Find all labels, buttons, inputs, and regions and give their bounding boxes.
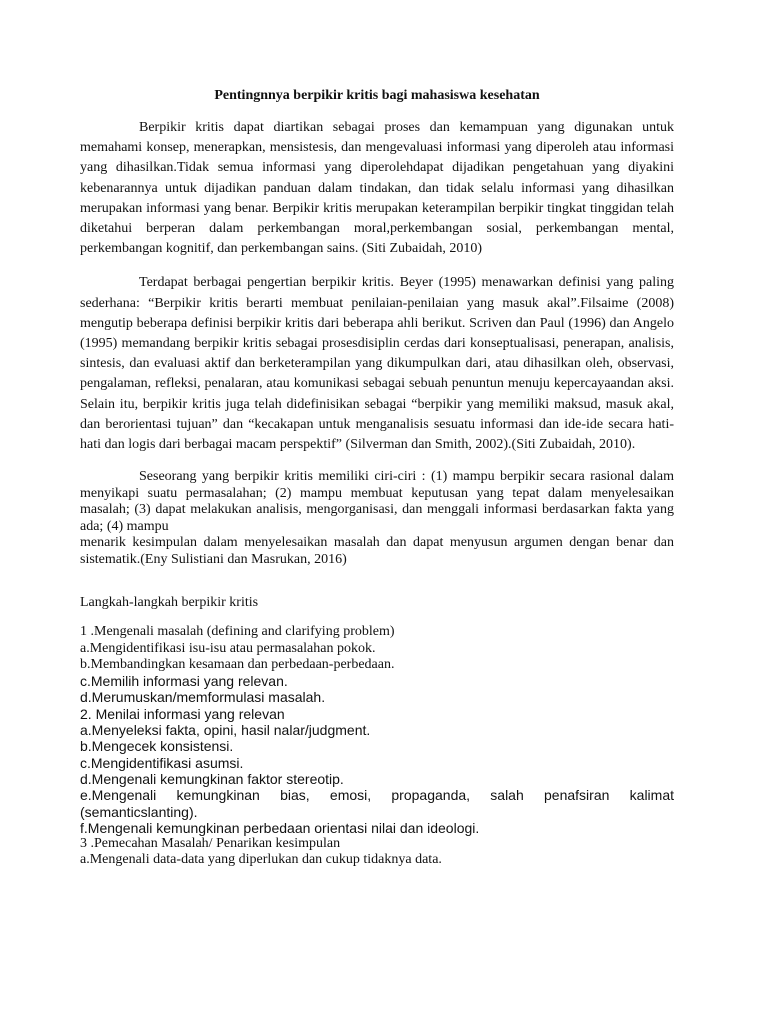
paragraph-characteristics (80, 469, 674, 568)
paragraph-characteristics-part2: menarik kesimpulan dalam menyelesaikan masalah dan dapat menyusun argumen dengan benar dan sistematik.(Eny Sulistiani dan Masrukan, 2016) (80, 535, 674, 567)
steps-list (80, 624, 674, 868)
steps-heading: Langkah-langkah berpikir kritis (80, 595, 259, 611)
paragraph-characteristics-part1: Seseorang yang berpikir kritis memiliki ciri-ciri : (1) mampu berpikir secara rasional dalam menyikapi suatu permasalahan; (2) mampu membuat keputusan yang tepat dalam menyelesaikan masalah; (3) dapat melakukan analisis, mengorganisasi, dan menggali informasi berdasarkan fakta yang ada; (4) mampu (80, 469, 674, 534)
paragraph-definitions-experts: Terdapat berbagai pengertian berpikir kritis. Beyer (1995) menawarkan definisi yang paling sederhana: “Berpikir kritis berarti membuat penilaian-penilaian yang masuk akal”.Filsaime (2008) mengutip beberapa definisi berpikir kritis dari beberapa ahli berikut. Scriven dan Paul (1996) dan Angelo (1995) memandang berpikir kritis sebagai prosesdisiplin cerdas dari konseptualisasi, penerapan, analisis, sintesis, dan evaluasi aktif dan berketerampilan yang dikumpulkan dari, atau dihasilkan oleh, observasi, pengalaman, refleksi, penalaran, atau komunikasi sebagai sebuah penuntun menuju kepercayaandan aksi. Selain itu, berpikir kritis juga telah didefinisikan sebagai “berpikir yang memiliki maksud, masuk akal, dan berorientasi tujuan” dan “kecakapan untuk menganalisis sesuatu informasi dan ide-ide secara hati-hati dan logis dari berbagai macam perspektif” (Silverman dan Smith, 2002).(Siti Zubaidah, 2010). (80, 275, 674, 453)
list-item: d.Mengenali kemungkinan faktor stereotip. (80, 770, 344, 787)
list-item: 1 .Mengenali masalah (defining and clarifying problem) (80, 624, 395, 640)
list-item: c.Mengidentifikasi asumsi. (80, 754, 244, 771)
list-item: 2. Menilai informasi yang relevan (80, 705, 285, 722)
list-item: a.Menyeleksi fakta, opini, hasil nalar/judgment. (80, 722, 371, 739)
list-item: b.Mengecek konsistensi. (80, 738, 234, 755)
list-item: d.Merumuskan/memformulasi masalah. (80, 689, 326, 706)
list-item: b.Membandingkan kesamaan dan perbedaan-perbedaan. (80, 656, 395, 672)
list-item: a.Mengidentifikasi isu-isu atau permasalahan pokok. (80, 640, 376, 656)
paragraph-definition: Berpikir kritis dapat diartikan sebagai proses dan kemampuan yang digunakan untuk memahami konsep, menerapkan, mensistesis, dan mengevaluasi informasi yang diperoleh atau informasi yang dihasilkan.Tidak semua informasi yang diperolehdapat dijadikan pengetahuan yang diyakini kebenarannya untuk dijadikan panduan dalam tindakan, dan tidak selalu informasi yang dihasilkan merupakan informasi yang benar. Berpikir kritis merupakan keterampilan berpikir tingkat tinggidan telah diketahui berperan dalam perkembangan moral,perkembangan sosial, perkembangan mental, perkembangan kognitif, dan perkembangan sains. (Siti Zubaidah, 2010) (80, 120, 674, 257)
document-body (80, 86, 674, 869)
list-item: f.Mengenali kemungkinan perbedaan orientasi nilai dan ideologi. (80, 819, 480, 836)
list-item: 3 .Pemecahan Masalah/ Penarikan kesimpulan (80, 836, 341, 852)
list-item: a.Mengenali data-data yang diperlukan dan cukup tidaknya data. (80, 852, 442, 868)
list-item: c.Memilih informasi yang relevan. (80, 673, 288, 690)
document-title: Pentingnnya berpikir kritis bagi mahasiswa kesehatan (214, 88, 540, 103)
list-item: e.Mengenali kemungkinan bias, emosi, propaganda, salah penafsiran kalimat (semanticslanting). (80, 787, 674, 820)
